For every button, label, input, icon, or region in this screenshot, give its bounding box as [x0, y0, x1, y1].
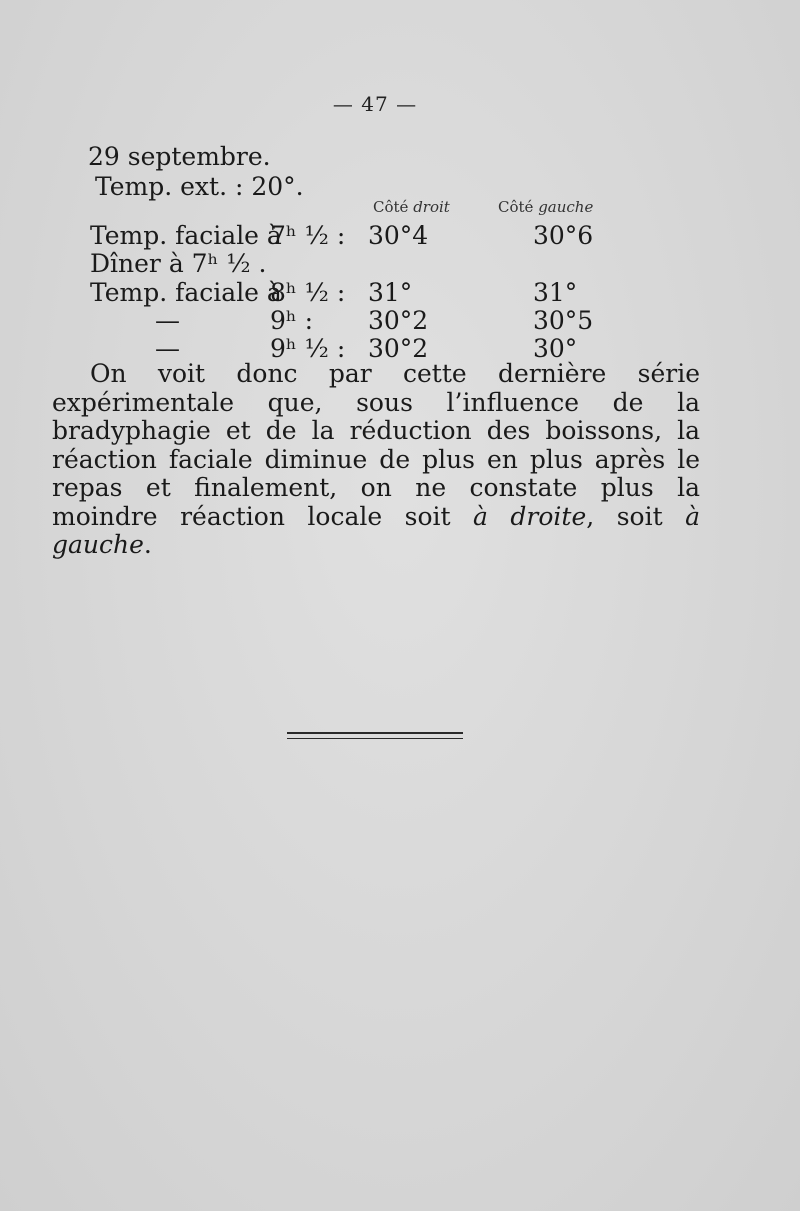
row-time: 8ʰ ½ : — [270, 278, 346, 307]
exterior-temperature: Temp. ext. : 20°. — [95, 172, 304, 201]
value-droit: 30°4 — [368, 221, 429, 250]
date-heading: 29 septembre. — [88, 142, 271, 171]
body-paragraph — [52, 360, 700, 560]
value-gauche: 30°5 — [533, 306, 594, 335]
value-droit: 30°2 — [368, 306, 429, 335]
row-time: 9ʰ ½ : — [270, 334, 346, 363]
section-rule — [287, 738, 463, 739]
row-label: Temp. faciale à — [90, 221, 282, 250]
row-label: — — [155, 306, 180, 335]
measurement-row — [0, 249, 800, 279]
value-gauche: 30°6 — [533, 221, 594, 250]
row-time: 9ʰ : — [270, 306, 314, 335]
row-label: — — [155, 334, 180, 363]
row-label: Dîner à 7ʰ ½ . — [90, 249, 267, 278]
column-header-droit: Côté droit — [373, 198, 450, 216]
value-droit: 31° — [368, 278, 413, 307]
value-gauche: 31° — [533, 278, 578, 307]
value-droit: 30°2 — [368, 334, 429, 363]
paragraph-text: On voit donc par cette dernière série expérimentale que, sous l’influence de la bradyphagie et de la réduction des boissons, la réaction faciale diminue de plus en plus après le repas et finalement, on ne constate plus la moindre réaction locale soit à droite, soit à gauche. — [52, 359, 700, 559]
measurement-row — [0, 221, 800, 251]
row-time: 7ʰ ½ : — [270, 221, 346, 250]
measurement-row — [0, 306, 800, 336]
row-label: Temp. faciale à — [90, 278, 282, 307]
column-header-gauche: Côté gauche — [498, 198, 594, 216]
page-number: — 47 — — [332, 92, 418, 116]
measurement-row — [0, 278, 800, 308]
section-rule — [287, 732, 463, 734]
value-gauche: 30° — [533, 334, 578, 363]
